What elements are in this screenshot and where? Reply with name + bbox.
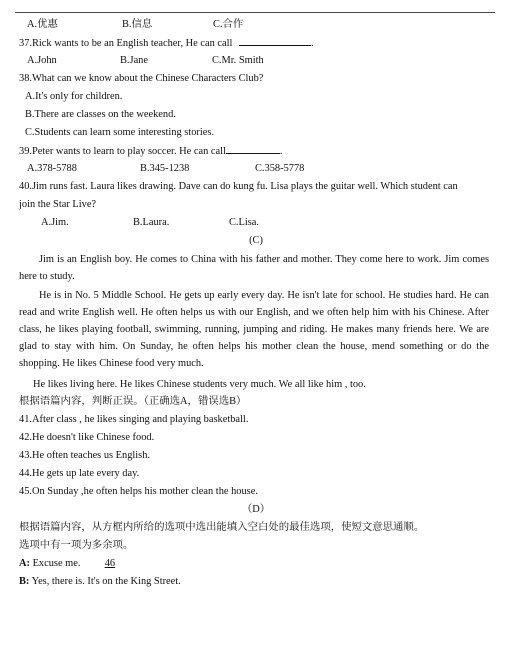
- question-38: 38.What can we know about the Chinese Characters Club?: [19, 73, 264, 84]
- option-a: A.John: [27, 55, 57, 66]
- option-a: A.It's only for children.: [25, 91, 123, 102]
- stem-end: .: [279, 146, 283, 157]
- option-c: C.合作: [213, 19, 244, 30]
- section-d-instruction-1: 根据语篇内容，从方框内所给的选项中选出能填入空白处的最佳选项，使短文意思通顺。: [19, 522, 425, 533]
- section-d-heading: （D）: [241, 504, 271, 515]
- blank-46: 46: [104, 558, 116, 569]
- answer-blank: [226, 142, 280, 154]
- option-a: A.优惠: [27, 19, 58, 30]
- dialog-text: Yes, there is. It's on the King Street.: [31, 576, 181, 587]
- question-37: [19, 34, 314, 52]
- speaker-label: A:: [19, 558, 30, 569]
- section-d-instruction-2: 选项中有一项为多余项。: [19, 540, 134, 551]
- statement-43: 43.He often teaches us English.: [19, 450, 151, 461]
- dialog-text: Excuse me.: [32, 558, 81, 569]
- option-b: B.345-1238: [140, 163, 190, 174]
- question-40-line2: join the Star Live?: [19, 199, 97, 210]
- dialog-line-b: [19, 573, 181, 590]
- option-c: C.Lisa.: [229, 217, 260, 228]
- option-a: A.Jim.: [41, 217, 69, 228]
- statement-42: 42.He doesn't like Chinese food.: [19, 432, 155, 443]
- section-c-heading: (C): [249, 235, 263, 246]
- option-c: C.Mr. Smith: [212, 55, 264, 66]
- option-c: C.358-5778: [255, 163, 305, 174]
- question-stem: 37.Rick wants to be an English teacher, He can call: [19, 38, 233, 49]
- option-c: C.Students can learn some interesting stories.: [25, 127, 215, 138]
- statement-41: 41.After class , he likes singing and playing basketball.: [19, 414, 249, 425]
- option-b: B.There are classes on the weekend.: [25, 109, 176, 120]
- option-b: B.Jane: [120, 55, 148, 66]
- section-c-instruction: 根据语篇内容，判断正误。（正确选A，错误选B）: [19, 396, 247, 407]
- option-a: A.378-5788: [27, 163, 77, 174]
- statement-45: 45.On Sunday ,he often helps his mother clean the house.: [19, 486, 258, 497]
- option-b: B.信息: [122, 19, 153, 30]
- question-stem: 39.Peter wants to learn to play soccer. He can call: [19, 146, 226, 157]
- passage-paragraph-1: Jim is an English boy. He comes to China with his father and mother. They come here to work. Jim comes here to study.: [19, 254, 489, 282]
- option-b: B.Laura.: [133, 217, 170, 228]
- statement-44: 44.He gets up late every day.: [19, 468, 140, 479]
- dialog-line-a: [19, 555, 115, 572]
- question-40-line1: 40.Jim runs fast. Laura likes drawing. Dave can do kung fu. Lisa plays the guitar well. Which student can: [19, 181, 458, 192]
- passage-paragraph-2: He is in No. 5 Middle School. He gets up early every day. He isn't late for school. He studies hard. He can read and write English well. He often helps us with our English, and we often help him with his Chinese. After class, he likes playing football, swimming, running, jumping and riding. He makes many friends here. We are glad to stay with him. On Sunday, he often helps his mother clean the house, mend something or do the shopping. He likes Chinese food very much.: [19, 290, 489, 369]
- question-39: [19, 142, 282, 160]
- speaker-label: B:: [19, 576, 30, 587]
- top-rule: [15, 12, 495, 13]
- passage-paragraph-3: He likes living here. He likes Chinese students very much. We all like him , too.: [33, 379, 366, 390]
- answer-blank: [239, 34, 311, 46]
- stem-end: .: [311, 38, 314, 49]
